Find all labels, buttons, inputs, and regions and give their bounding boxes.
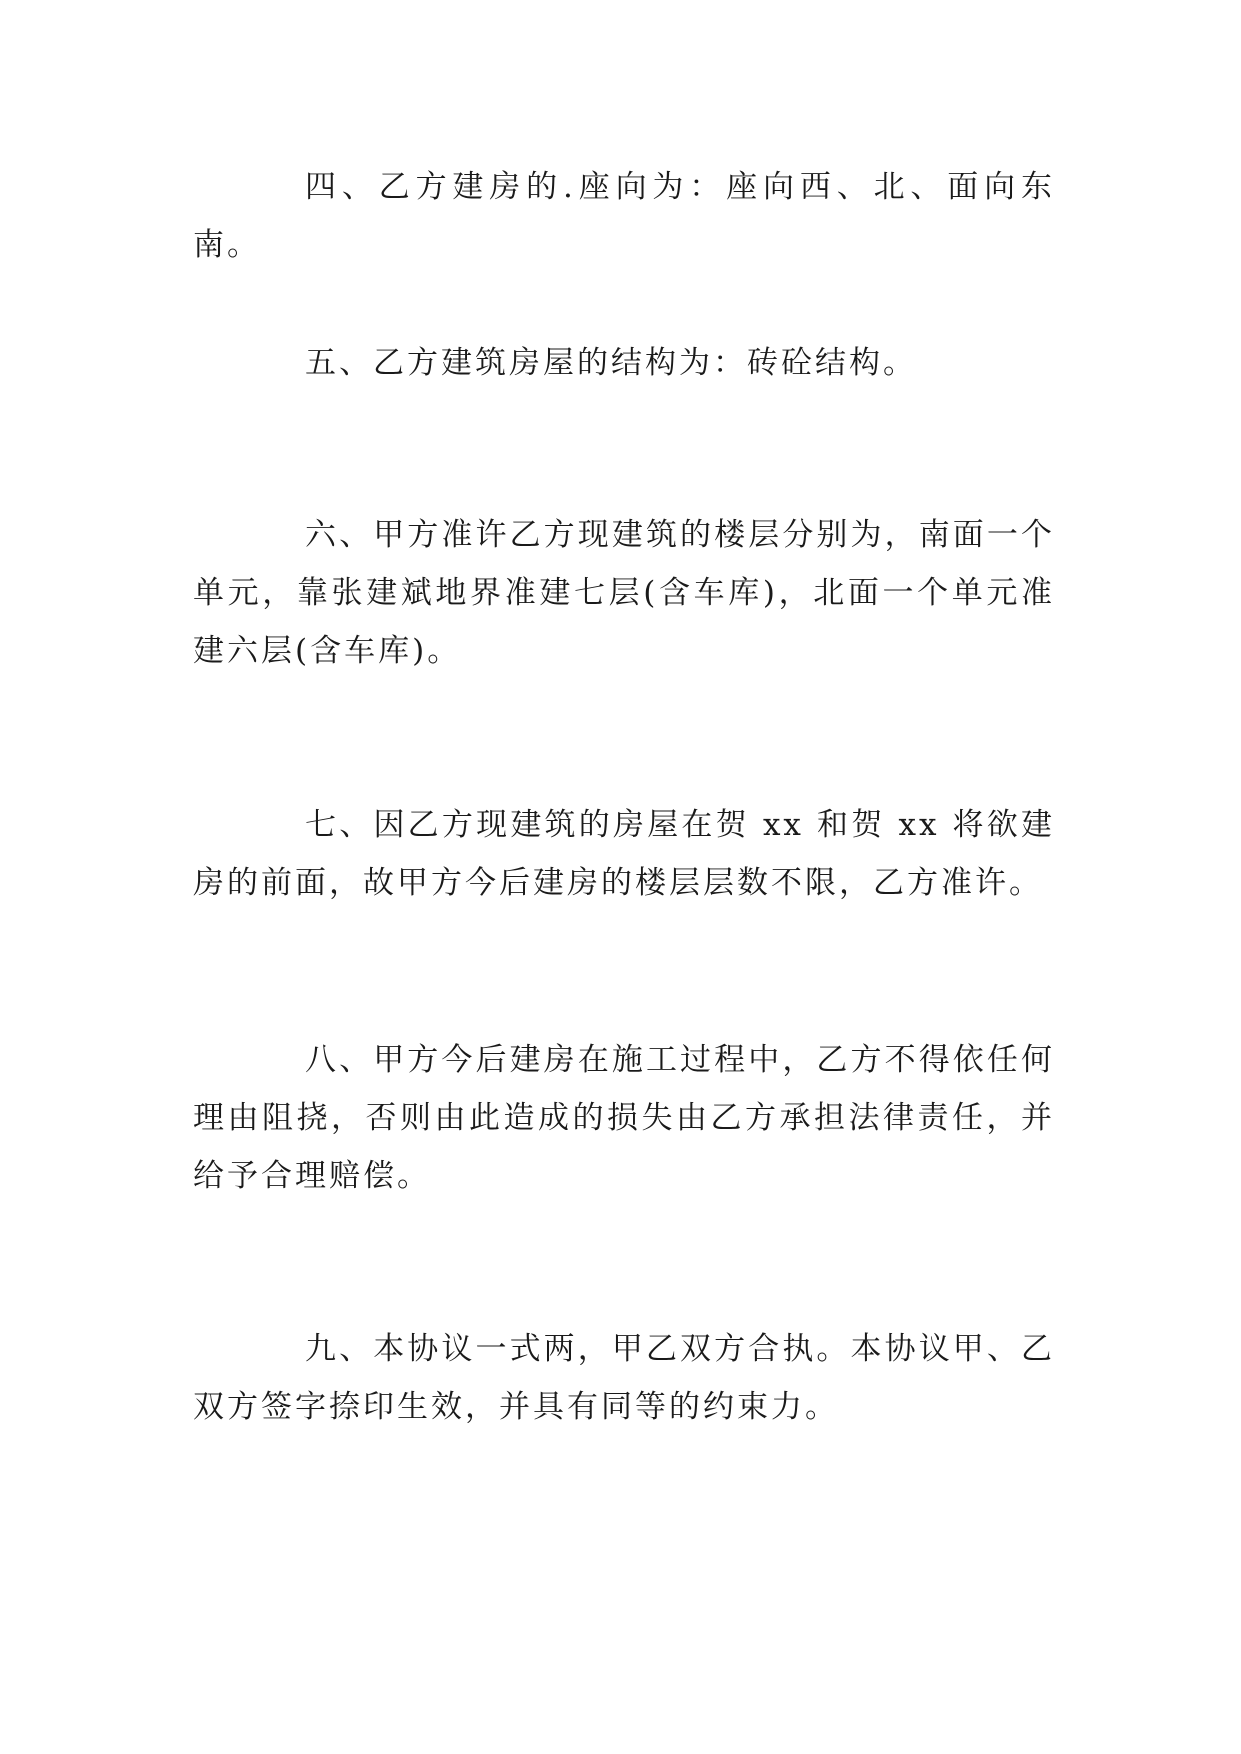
clause-5-paragraph: 五、乙方建筑房屋的结构为：砖砼结构。: [305, 345, 917, 381]
clause-9-paragraph: 九、本协议一式两，甲乙双方合执。本协议甲、乙双方签字捺印生效，并具有同等的约束力。: [193, 1331, 1055, 1425]
clause-8-paragraph: 八、甲方今后建房在施工过程中，乙方不得依任何理由阻挠，否则由此造成的损失由乙方承担法律责任，并给予合理赔偿。: [193, 1042, 1055, 1194]
clause-6-paragraph: 六、甲方准许乙方现建筑的楼层分别为，南面一个单元，靠张建斌地界准建七层(含车库)，北面一个单元准建六层(含车库)。: [193, 517, 1055, 669]
clause-7-paragraph: 七、因乙方现建筑的房屋在贺 xx 和贺 xx 将欲建房的前面，故甲方今后建房的楼层层数不限，乙方准许。: [193, 807, 1055, 901]
clause-4-paragraph: 四、乙方建房的.座向为：座向西、北、面向东南。: [193, 169, 1055, 263]
